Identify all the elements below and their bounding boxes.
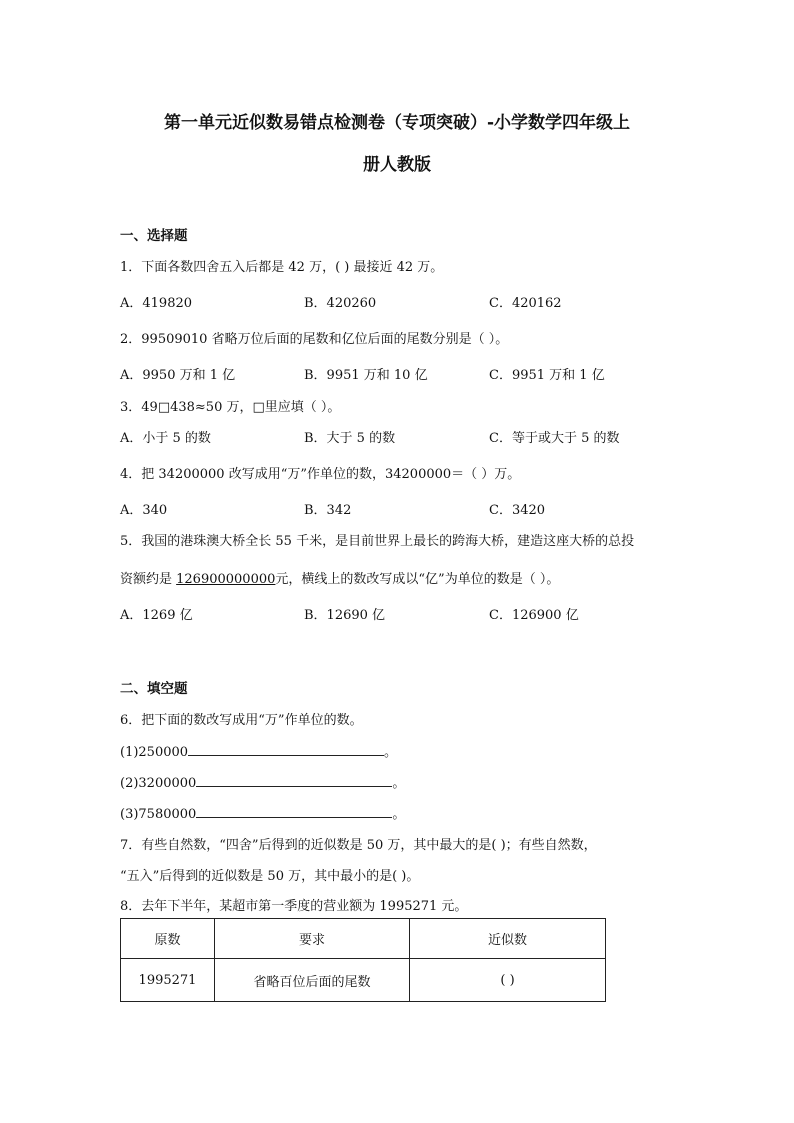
q8-table xyxy=(120,918,606,1002)
question-6: 6．把下面的数改写成用“万”作单位的数。 xyxy=(120,713,363,728)
section-heading-fill-in: 二、填空题 xyxy=(120,681,188,697)
question-7-line-1: 7．有些自然数，“四舍”后得到的近似数是 50 万，其中最大的是( )；有些自然数， xyxy=(120,838,597,853)
q2-option-b: B．9951 万和 10 亿 xyxy=(304,368,428,383)
q4-option-b: B．342 xyxy=(304,503,352,518)
q6-item-3-answer-blank[interactable] xyxy=(196,805,392,818)
q4-option-a: A．340 xyxy=(120,503,168,518)
question-5-line-1: 5．我国的港珠澳大桥全长 55 千米，是目前世界上最长的跨海大桥，建造这座大桥的总投 xyxy=(120,534,635,549)
q1-option-b: B．420260 xyxy=(304,296,377,311)
q5-option-a: A．1269 亿 xyxy=(120,608,193,623)
q2-option-a: A．9950 万和 1 亿 xyxy=(120,368,236,383)
q6-item-1-end: 。 xyxy=(384,745,398,760)
question-5-line-2 xyxy=(120,568,559,587)
section-heading-choice: 一、选择题 xyxy=(120,228,188,244)
q6-item-2-answer-blank[interactable] xyxy=(196,774,392,787)
q3-option-c: C．等于或大于 5 的数 xyxy=(489,431,620,446)
table-header-row xyxy=(121,919,606,959)
q3-option-b: B．大于 5 的数 xyxy=(304,431,396,446)
q5-option-b: B．12690 亿 xyxy=(304,608,386,623)
question-2: 2．99509010 省略万位后面的尾数和亿位后面的尾数分别是（ ）。 xyxy=(120,332,509,347)
q2-option-c: C．9951 万和 1 亿 xyxy=(489,368,605,383)
q5-underlined-number: 126900000000 xyxy=(176,572,276,587)
table-cell-requirement: 省略百位后面的尾数 xyxy=(215,959,410,1002)
q6-item-3-label: (3)7580000 xyxy=(120,807,197,822)
q1-option-c: C．420162 xyxy=(489,296,562,311)
table-header-approx: 近似数 xyxy=(410,919,606,959)
q5-prefix: 资额约是 xyxy=(120,572,177,587)
q4-option-c: C．3420 xyxy=(489,503,546,518)
q5-suffix: 元，横线上的数改写成以“亿”为单位的数是（ ）。 xyxy=(275,572,560,587)
table-header-original: 原数 xyxy=(121,919,215,959)
q5-option-c: C．126900 亿 xyxy=(489,608,579,623)
question-3: 3．49□438≈50 万，□里应填（ ）。 xyxy=(120,400,341,415)
table-header-requirement: 要求 xyxy=(215,919,410,959)
q6-item-3 xyxy=(120,803,405,822)
question-4: 4．把 34200000 改写成用“万”作单位的数，34200000＝（ ）万。 xyxy=(120,467,521,482)
table-cell-approx-answer[interactable]: ( ) xyxy=(410,959,606,1002)
question-1: 1．下面各数四舍五入后都是 42 万，( ) 最接近 42 万。 xyxy=(120,260,444,275)
table-row xyxy=(121,959,606,1002)
question-7-line-2: “五入”后得到的近似数是 50 万，其中最小的是( )。 xyxy=(120,869,420,884)
q6-item-1-label: (1)250000 xyxy=(120,745,189,760)
question-8: 8．去年下半年，某超市第一季度的营业额为 1995271 元。 xyxy=(120,899,468,914)
page-title: 第一单元近似数易错点检测卷（专项突破）-小学数学四年级上 xyxy=(163,113,631,133)
page-title-continued: 册人教版 xyxy=(363,155,431,175)
q3-option-a: A．小于 5 的数 xyxy=(120,431,211,446)
q6-item-3-end: 。 xyxy=(392,807,406,822)
q1-option-a: A．419820 xyxy=(120,296,193,311)
q6-item-2-end: 。 xyxy=(392,776,406,791)
table-cell-original: 1995271 xyxy=(121,959,215,1002)
q6-item-2-label: (2)3200000 xyxy=(120,776,197,791)
q6-item-1 xyxy=(120,741,397,760)
q6-item-2 xyxy=(120,772,405,791)
q6-item-1-answer-blank[interactable] xyxy=(188,743,384,756)
